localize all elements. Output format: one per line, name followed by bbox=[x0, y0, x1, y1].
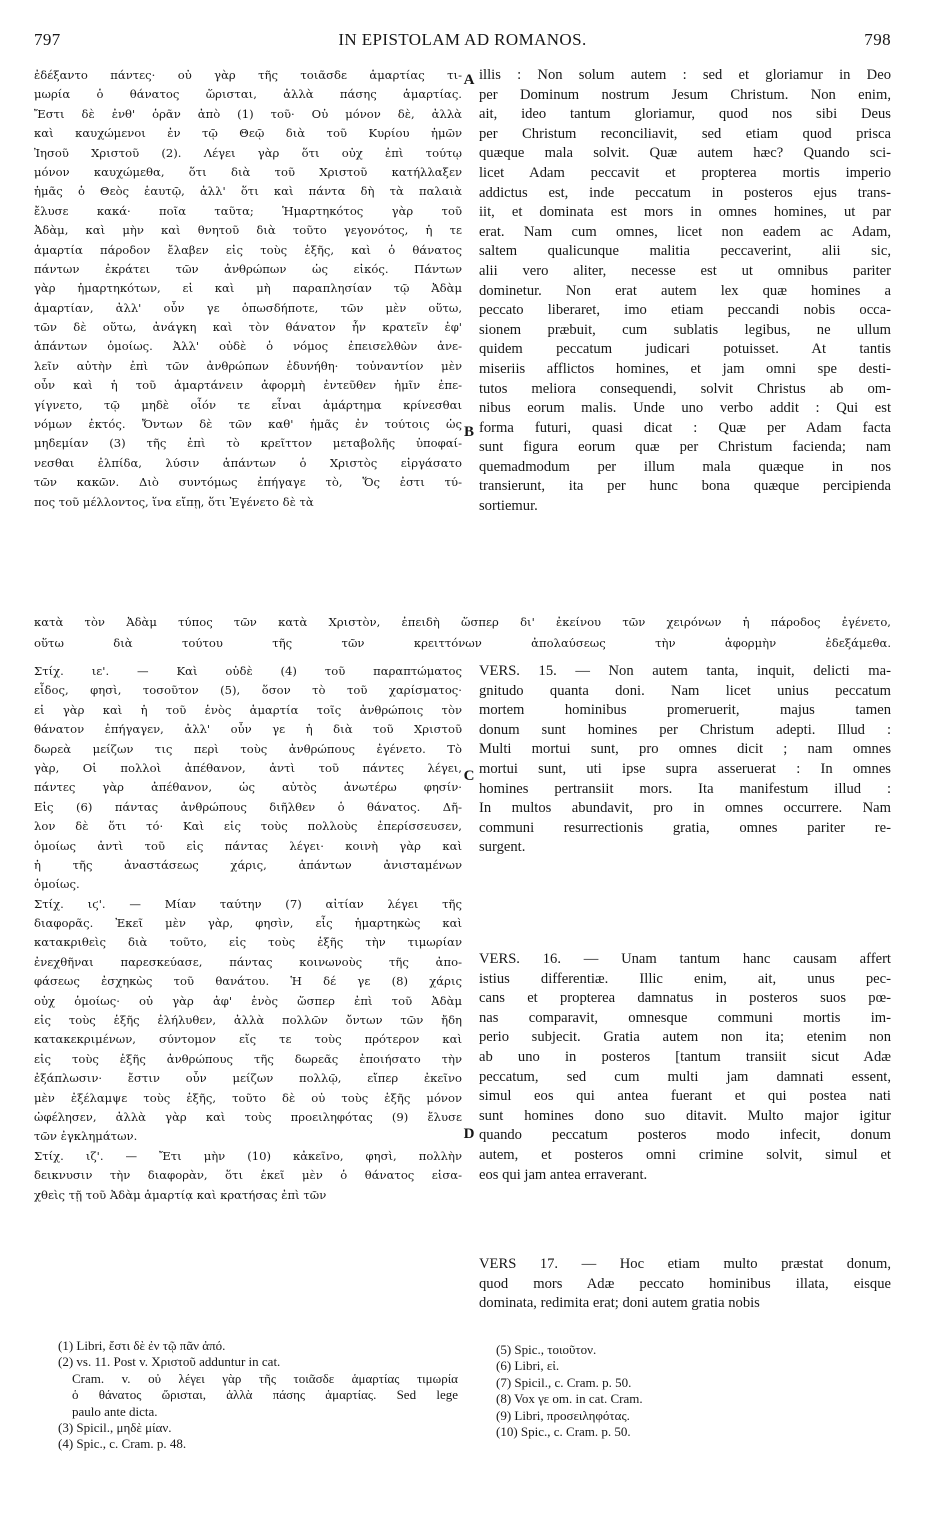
latin-line: sionem præbuit, cum sublatis legibus, ne ullum bbox=[479, 321, 891, 338]
greek-line: ἡ τῆς ἀναστάσεως χάρις, ἁπάντων ἀνισταμένων bbox=[34, 857, 462, 872]
latin-line: iit, et dominata est mors in omnes homines, ut par bbox=[479, 204, 891, 221]
greek-line: θάνατον ἐπήγαγεν, ἀλλ' οὖν γε ἡ διὰ τοῦ Χριστοῦ bbox=[34, 722, 462, 737]
latin-line: nas comparavit, omnesque communi mortis im- bbox=[479, 1009, 891, 1026]
greek-line: ὁμοίως ἀντὶ τοῦ εἰς πάντας λέγει· κοινὴ γὰρ καὶ bbox=[34, 838, 462, 853]
greek-line: λον δὲ ὅτι τό· Καὶ εἰς τοὺς πολλοὺς ἐπερίσσευσεν, bbox=[34, 819, 462, 834]
greek-line: χθεὶς τῇ τοῦ Ἀδὰμ ἁμαρτίᾳ καὶ κρατήσας ἐπὶ τῶν bbox=[34, 1187, 327, 1202]
footnote-line: (7) Spicil., c. Cram. p. 50. bbox=[496, 1374, 632, 1390]
greek-line: μόνον καυχώμεθα, ὅτι διὰ τοῦ Χριστοῦ κατήλλαξεν bbox=[34, 164, 462, 179]
latin-line: VERS. 16. — Unam tantum hanc causam affert bbox=[479, 951, 891, 967]
latin-line: autem, et posteros omni crimine solvit, simul et bbox=[479, 1146, 891, 1163]
latin-line: per Dominum nostrum Jesum Christum. Non enim, bbox=[479, 86, 891, 103]
greek-line: καὶ καυχώμενοι ἐν τῷ Θεῷ διὰ τοῦ Κυρίου ἡμῶν bbox=[34, 126, 462, 141]
latin-line: saltem qualicunque malitia peccaverint, alii sic, bbox=[479, 243, 891, 260]
greek-line: ἡμᾶς ὁ Θεὸς ἑαυτῷ, ἀλλ' ὅτι καὶ πάντα δὴ τὰ παλαιὰ bbox=[34, 184, 462, 199]
latin-line: homines pertransiit mors. Ita manifestum illud : bbox=[479, 780, 891, 797]
greek-line: γίγνετο, τῷ μηδὲ οἷόν τε εἶναι ἁμάρτημα κρίνεσθαι bbox=[34, 397, 462, 412]
latin-line: communi resurrectionis gratia, omnes pariter re- bbox=[479, 819, 891, 836]
footnote-line: (6) Libri, εἰ. bbox=[496, 1358, 560, 1374]
greek-line: τῶν δὲ οὕτω, ἀνάγκη καὶ τὸν θάνατον ἦν κρατεῖν ἐφ' bbox=[34, 320, 462, 335]
running-title: IN EPISTOLAM AD ROMANOS. bbox=[338, 30, 587, 49]
latin-line: sunt figura eorum quæ per Christum facienda; nam bbox=[479, 439, 891, 456]
latin-line: addictus est, inde peccatum in posteros ejus trans- bbox=[479, 184, 891, 201]
margin-letter-c: C bbox=[463, 768, 475, 784]
greek-line: Ἀδὰμ, καὶ μὴν καὶ θνητοῦ διὰ τοῦτο γεγονότος, ἡ τε bbox=[34, 223, 462, 238]
latin-line: per Christum reconciliavit, sed etiam quod prisca bbox=[479, 125, 891, 142]
greek-line: εἰ γὰρ καὶ ἡ τοῦ ἑνὸς ἁμαρτία τοῖς ἀνθρώποις τὸν bbox=[34, 702, 462, 717]
greek-line: ἔλυσε κακά· ποῖα ταῦτα; Ἡμαρτηκότος γὰρ τοῦ bbox=[34, 203, 462, 218]
latin-line: sunt homines dono suo ditavit. Multo major igitur bbox=[479, 1107, 891, 1124]
greek-line: οὖν καὶ ἡ τοῦ ἁμαρτάνειν ἀφορμὴ ἐντεῦθεν ἡμῖν ἐπε- bbox=[34, 378, 462, 393]
footnote-line: (4) Spic., c. Cram. p. 48. bbox=[58, 1436, 187, 1452]
greek-line: Στίχ. ιζ'. — Ἔτι μὴν (10) κἀκεῖνο, φησὶ, πολλὴν bbox=[34, 1148, 462, 1163]
latin-line: gnitudo quanta doni. Nam licet unius peccatum bbox=[479, 682, 891, 699]
latin-line: VERS. 15. — Non autem tanta, inquit, delicti ma- bbox=[479, 663, 891, 679]
latin-line: alii vero aliter, necesse est ut omnibus pariter bbox=[479, 262, 891, 279]
greek-column-top bbox=[34, 66, 462, 512]
greek-line: ὁμοίως. bbox=[34, 877, 80, 892]
footnote-line: ὁ θάνατος ὥρισται, ἀλλὰ πάσης ἁμαρτίας. Sed lege bbox=[72, 1387, 458, 1403]
greek-line: ἐξάπλωσιν· ἔστιν οὖν μείζων πολλῷ, εἴπερ ἐκεῖνο bbox=[34, 1071, 462, 1086]
margin-letter-d: D bbox=[463, 1126, 475, 1142]
greek-line: ἁπάντων ὁμοίως. Ἀλλ' οὐδὲ ὁ νόμος ἐπεισελθὼν ἀνε- bbox=[34, 339, 462, 354]
greek-line: ὠφέλησεν, ἀλλὰ γὰρ καὶ τοὺς προειληφότας (9) ἔλυσε bbox=[34, 1109, 462, 1124]
latin-line: licet Adam peccavit et propterea mortis imperio bbox=[479, 164, 891, 181]
margin-letter-a: A bbox=[463, 72, 475, 88]
latin-line: transierunt, ita per hunc bona quæque percipienda bbox=[479, 478, 891, 495]
latin-line: erat. Nam cum omnes, licet non eadem ac Adam, bbox=[479, 223, 891, 240]
latin-line: eos qui jam antea erraverant. bbox=[479, 1166, 648, 1183]
latin-verse-16 bbox=[479, 950, 891, 1185]
latin-line: illis : Non solum autem : sed et gloriamur in Deo bbox=[479, 67, 891, 83]
greek-line: κατακριθεὶς διὰ τοῦτο, εἰς τοὺς ἑξῆς τὴν τιμωρίαν bbox=[34, 935, 462, 950]
greek-line: ἐνεχθῆναι παρεσκεύασε, πάντας κοινωνοὺς τῆς ἀπο- bbox=[34, 954, 462, 969]
greek-column-bottom bbox=[34, 662, 462, 1205]
footnotes-right bbox=[496, 1342, 876, 1440]
greek-line: πάντων ἐκράτει τῶν ἀνθρώπων ὡς εἰκός. Πάντων bbox=[34, 261, 462, 276]
footnote-line: (3) Spicil., μηδὲ μίαν. bbox=[58, 1419, 172, 1435]
latin-line: forma futuri, quasi dicat : Quæ per Adam facta bbox=[479, 419, 891, 436]
footnote-line: (5) Spic., τοιοῦτον. bbox=[496, 1342, 597, 1357]
latin-line: istius differentiæ. Illic enim, ait, unus pec- bbox=[479, 970, 891, 987]
footnote-line: paulo ante dicta. bbox=[72, 1403, 158, 1419]
greek-line: διαφορᾶς. Ἐκεῖ μὲν γὰρ, φησὶν, εἷς ἡμαρτηκὼς καὶ bbox=[34, 916, 462, 931]
greek-line: εἶδος, φησὶ, τοσοῦτον (5), ὅσον τὸ τοῦ χαρίσματος· bbox=[34, 683, 462, 698]
latin-line: donum sunt homines per Christum adepti. Illud : bbox=[479, 721, 891, 738]
latin-line: In multos abundavit, pro in omnes occurrere. Nam bbox=[479, 800, 891, 817]
footnote-line: (10) Spic., c. Cram. p. 50. bbox=[496, 1423, 631, 1439]
latin-line: cans et propterea damnatus in posteros suos pœ- bbox=[479, 990, 891, 1007]
greek-line: γὰρ ἡμαρτηκότων, εἰ καὶ μὴ παραπλησίαν τῷ Ἀδὰμ bbox=[34, 281, 462, 296]
latin-line: Multi mortui sunt, pro omnes dicit ; nam omnes bbox=[479, 741, 891, 758]
greek-line: Εἰς (6) πάντας ἀνθρώπους διῆλθεν ὁ θάνατος. Δῆ- bbox=[34, 799, 462, 814]
latin-line: quod mors Adæ peccato hominibus illata, eisque bbox=[479, 1275, 891, 1292]
latin-line: dominata, redimita erat; doni autem gratia nobis bbox=[479, 1295, 760, 1312]
greek-line: δωρεὰ μείζων τις περὶ τοὺς ἀνθρώπους ἐγένετο. Τὸ bbox=[34, 741, 462, 756]
latin-line: quando peccatum posteros modo infecit, donum bbox=[479, 1127, 891, 1144]
greek-line: πος τοῦ μέλλοντος, ἵνα εἴπῃ, ὅτι Ἐγένετο δὲ τὰ bbox=[34, 494, 314, 509]
greek-line: μηδεμίαν (3) τῆς ἐπὶ τὸ κρεῖττον μεταβολῆς ὑποφαί- bbox=[34, 436, 462, 451]
greek-line: τῶν ἐγκλημάτων. bbox=[34, 1129, 138, 1144]
greek-line: εἰς τοὺς ἑξῆς ἀνθρώπους τῆς δωρεᾶς ἐποιήσατο τὴν bbox=[34, 1051, 462, 1066]
greek-line: Στίχ. ιε'. — Καὶ οὐδὲ (4) τοῦ παραπτώματος bbox=[34, 664, 462, 678]
greek-line: γὰρ, Οἱ πολλοὶ ἀπέθανον, ἀντὶ τοῦ πάντες λέγει, bbox=[34, 760, 462, 775]
footnotes-left bbox=[58, 1338, 458, 1453]
greek-line: πάντες γὰρ ἀπέθανον, ὡς αὐτὸς ἀνωτέρω φησίν· bbox=[34, 780, 462, 795]
latin-line: tutos meliora consequendi, solvit Christus ab om- bbox=[479, 380, 891, 397]
footnote-line: (2) vs. 11. Post v. Χριστοῦ adduntur in cat. bbox=[58, 1354, 281, 1370]
footnote-line: (1) Libri, ἔστι δὲ ἐν τῷ πᾶν ἀπό. bbox=[58, 1338, 226, 1353]
greek-line: νεσθαι ἐλπίδα, λύσιν ἁπάντων ὁ Χριστὸς εἰργάσατο bbox=[34, 455, 462, 470]
spanning-line: κατὰ τὸν Ἀδὰμ τύπος τῶν κατὰ Χριστὸν, ἐπειδὴ ὥσπερ δι' ἐκείνου τῶν χειρόνων ἡ πάροδος ἐγένετο, bbox=[34, 615, 891, 629]
greek-line: κατακεκριμένων, σύντομον εἴς τε τοὺς πρότερον καὶ bbox=[34, 1032, 462, 1047]
running-head bbox=[34, 30, 891, 54]
greek-line: φάσεως ἐσχηκὼς τοῦ θανάτου. Ἡ δέ γε (8) χάρις bbox=[34, 974, 462, 989]
latin-line: quemadmodum per illum mala quæque in nos bbox=[479, 458, 891, 475]
latin-line: sortiemur. bbox=[479, 498, 538, 515]
greek-line: Στίχ. ιϛ'. — Μίαν ταύτην (7) αἰτίαν λέγει τῆς bbox=[34, 896, 462, 911]
spanning-line: οὕτω διὰ τούτου τῆς τῶν κρειττόνων ἀπολαύσεως τὴν ἀφορμὴν ἐδεξάμεθα. bbox=[34, 636, 891, 650]
latin-line: miseriis afflictos homines, et jam omni spe desti- bbox=[479, 360, 891, 377]
margin-letter-b: B bbox=[463, 424, 474, 440]
right-page-number: 798 bbox=[864, 30, 891, 49]
latin-line: peccato liberaret, imo etiam peccandi nobis occa- bbox=[479, 302, 891, 319]
latin-line: nibus eorum malis. Unde uno verbo addit : Qui est bbox=[479, 400, 891, 417]
latin-line: mortem hominibus promeruerit, majus tamen bbox=[479, 702, 891, 719]
latin-line: surgent. bbox=[479, 839, 526, 856]
footnote-line: (8) Vox γε om. in cat. Cram. bbox=[496, 1391, 643, 1407]
latin-line: mortui sunt, uti ipse supra asseruerat : In omnes bbox=[479, 760, 891, 777]
greek-line: Ἰησοῦ Χριστοῦ (2). Λέγει γὰρ ὅτι οὐχ ἐπὶ τούτῳ bbox=[34, 145, 462, 160]
latin-line: ab uno in posteros [tantum transiit sicut Adæ bbox=[479, 1048, 891, 1065]
greek-line: μὲν ἐξέλαμψε τοὺς ἑξῆς, τοῦτο δὲ οὐ τοὺς ἑξῆς μόνον bbox=[34, 1090, 462, 1105]
greek-line: μωρία ὁ θάνατος ὥρισται, ἀλλὰ πάσης ἁμαρτίας. bbox=[34, 87, 462, 102]
greek-line: τῶν κακῶν. Διὸ συντόμως ἐπήγαγε τὸ, Ὅς ἐστι τύ- bbox=[34, 475, 462, 490]
greek-line: οὐχ ὁμοίως· οὐ γὰρ ἀφ' ἑνὸς ὥσπερ ἐπὶ τοῦ Ἀδὰμ bbox=[34, 993, 462, 1008]
footnote-line: (9) Libri, προσειληφότας. bbox=[496, 1407, 630, 1423]
latin-line: quidem peccatum judicari potuisset. At tantis bbox=[479, 341, 891, 358]
latin-verse-17 bbox=[479, 1255, 891, 1314]
latin-line: dominetur. Non erat autem lex quæ homines a bbox=[479, 282, 891, 299]
latin-line: peccatum, sed cum multi jam damnati essent, bbox=[479, 1068, 891, 1085]
greek-line: δεικνυσιν τὴν διαφορὰν, ὅτι ἐκεῖ μὲν ὁ θάνατος εἰσα- bbox=[34, 1168, 462, 1183]
greek-line: Ἔστι δὲ ἐνθ' ὁρᾶν ἀπὸ (1) τοῦ· Οὐ μόνον δὲ, ἀλλὰ bbox=[34, 106, 462, 121]
greek-line: λεῖν αὐτὴν ἐπὶ τῶν ἀνθρώπων ἐδυνήθη· τοὐναντίον μὲν bbox=[34, 358, 462, 373]
left-page-number: 797 bbox=[34, 30, 61, 49]
latin-line: quæque mala solvit. Quæ autem hæc? Quando sci- bbox=[479, 145, 891, 162]
latin-line: ait, ideo tantum gloriamur, quod nos sibi Deus bbox=[479, 106, 891, 123]
greek-line: εἰς τοὺς ἑξῆς ἐλήλυθεν, ἀλλὰ πολλῶν ὄντων τῶν ἤδη bbox=[34, 1013, 462, 1028]
latin-verse-15 bbox=[479, 662, 891, 858]
latin-line: perio subjecit. Gratia autem non ita; etenim non bbox=[479, 1029, 891, 1046]
greek-line: ἐδέξαντο πάντες· οὐ γὰρ τῆς τοιᾶσδε ἁμαρτίας τι- bbox=[34, 68, 462, 82]
greek-line: νόμων ἐκτός. Ὄντων δὲ τῶν καθ' ἡμᾶς ἐν τούτοις ὡς bbox=[34, 417, 462, 432]
greek-line: ἁμαρτίαν, ἀλλ' οὖν γε ὁπωσδήποτε, τῶν μὲν οὕτω, bbox=[34, 300, 462, 315]
latin-line: VERS 17. — Hoc etiam multo præstat donum, bbox=[479, 1256, 891, 1272]
footnote-line: Cram. v. οὐ λέγει γὰρ τῆς τοιᾶσδε ἁμαρτίας τιμωρία bbox=[72, 1370, 458, 1386]
greek-line: ἁμαρτία πάροδον ἔλαβεν εἰς τοὺς ἑξῆς, καὶ ὁ θάνατος bbox=[34, 242, 462, 257]
latin-column-top bbox=[479, 66, 891, 517]
latin-line: simul eos qui antea fuerant et qui postea nati bbox=[479, 1088, 891, 1105]
